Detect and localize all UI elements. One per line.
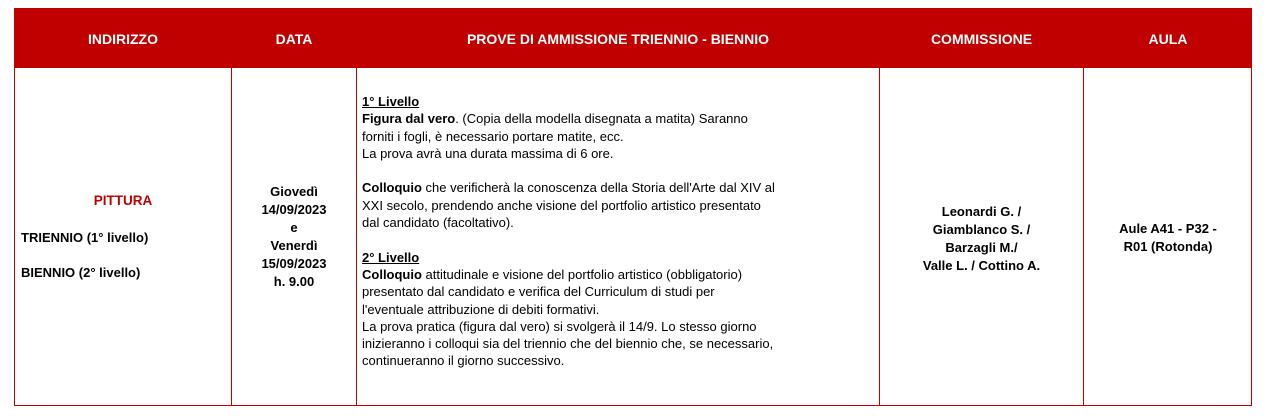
header-indirizzo: INDIRIZZO xyxy=(88,30,158,47)
cell-indirizzo xyxy=(15,68,231,405)
desc-bold: Colloquio xyxy=(362,180,422,196)
desc-line xyxy=(362,266,872,283)
header-data: DATA xyxy=(275,30,313,47)
admission-table xyxy=(14,8,1252,406)
cell-aula xyxy=(1084,68,1252,405)
cell-commissione xyxy=(880,68,1083,405)
header-aula: AULA xyxy=(1148,30,1188,47)
room-line: R01 (Rotonda) xyxy=(1123,239,1213,254)
commission-line: Valle L. / Cottino A. xyxy=(922,258,1041,273)
desc-line: La prova pratica (figura dal vero) si svolgerà il 14/9. Lo stesso giorno xyxy=(362,318,757,334)
date-line: 15/09/2023 xyxy=(261,256,327,271)
level-1-title: 1° Livello xyxy=(362,94,420,109)
desc-text: . (Copia della modella disegnata a matita) Saranno xyxy=(455,111,748,127)
commission-members xyxy=(880,203,1083,275)
header-commissione: COMMISSIONE xyxy=(930,30,1033,47)
desc-line: inizieranno i colloqui sia del triennio che del biennio che, se necessario, xyxy=(362,336,774,352)
desc-bold: Figura dal vero xyxy=(362,111,456,127)
desc-line: XXI secolo, prendendo anche visione del portfolio artistico presentato xyxy=(362,197,761,213)
triennio-label: TRIENNIO (1° livello) xyxy=(21,230,149,245)
commission-line: Leonardi G. / xyxy=(941,204,1022,219)
exam-dates xyxy=(232,183,356,291)
cell-data xyxy=(232,68,356,405)
cell-prove xyxy=(357,68,879,405)
date-line: e xyxy=(290,220,298,235)
commission-line: Barzagli M./ xyxy=(945,240,1018,255)
level-2-title: 2° Livello xyxy=(362,249,420,265)
exam-description xyxy=(362,93,872,370)
date-line: 14/09/2023 xyxy=(261,202,327,217)
biennio-label: BIENNIO (2° livello) xyxy=(21,265,141,280)
desc-line: dal candidato (facoltativo). xyxy=(362,215,514,231)
desc-line: forniti i fogli, è necessario portare matite, ecc. xyxy=(362,128,624,144)
desc-text: che verificherà la conoscenza della Storia dell'Arte dal XIV al xyxy=(421,180,775,196)
date-line: Giovedì xyxy=(270,184,318,199)
desc-bold: Colloquio xyxy=(362,266,422,282)
room-line: Aule A41 - P32 - xyxy=(1119,221,1217,236)
desc-text: attitudinale e visione del portfolio artistico (obbligatorio) xyxy=(421,266,743,282)
desc-line xyxy=(362,179,872,196)
course-name: PITTURA xyxy=(93,193,153,208)
desc-line xyxy=(362,110,872,127)
date-line: h. 9.00 xyxy=(273,274,315,289)
table-header xyxy=(15,9,1251,68)
desc-line: continueranno il giorno successivo. xyxy=(362,353,565,369)
desc-line: l'eventuale attribuzione di debiti formativi. xyxy=(362,301,600,317)
date-line: Venerdì xyxy=(270,238,318,253)
desc-line: presentato dal candidato e verifica del Curriculum di studi per xyxy=(362,284,715,300)
desc-line: La prova avrà una durata massima di 6 ore. xyxy=(362,145,614,161)
header-prove: PROVE DI AMMISSIONE TRIENNIO - BIENNIO xyxy=(466,30,770,47)
commission-line: Giamblanco S. / xyxy=(932,222,1031,237)
room-info xyxy=(1084,220,1252,256)
